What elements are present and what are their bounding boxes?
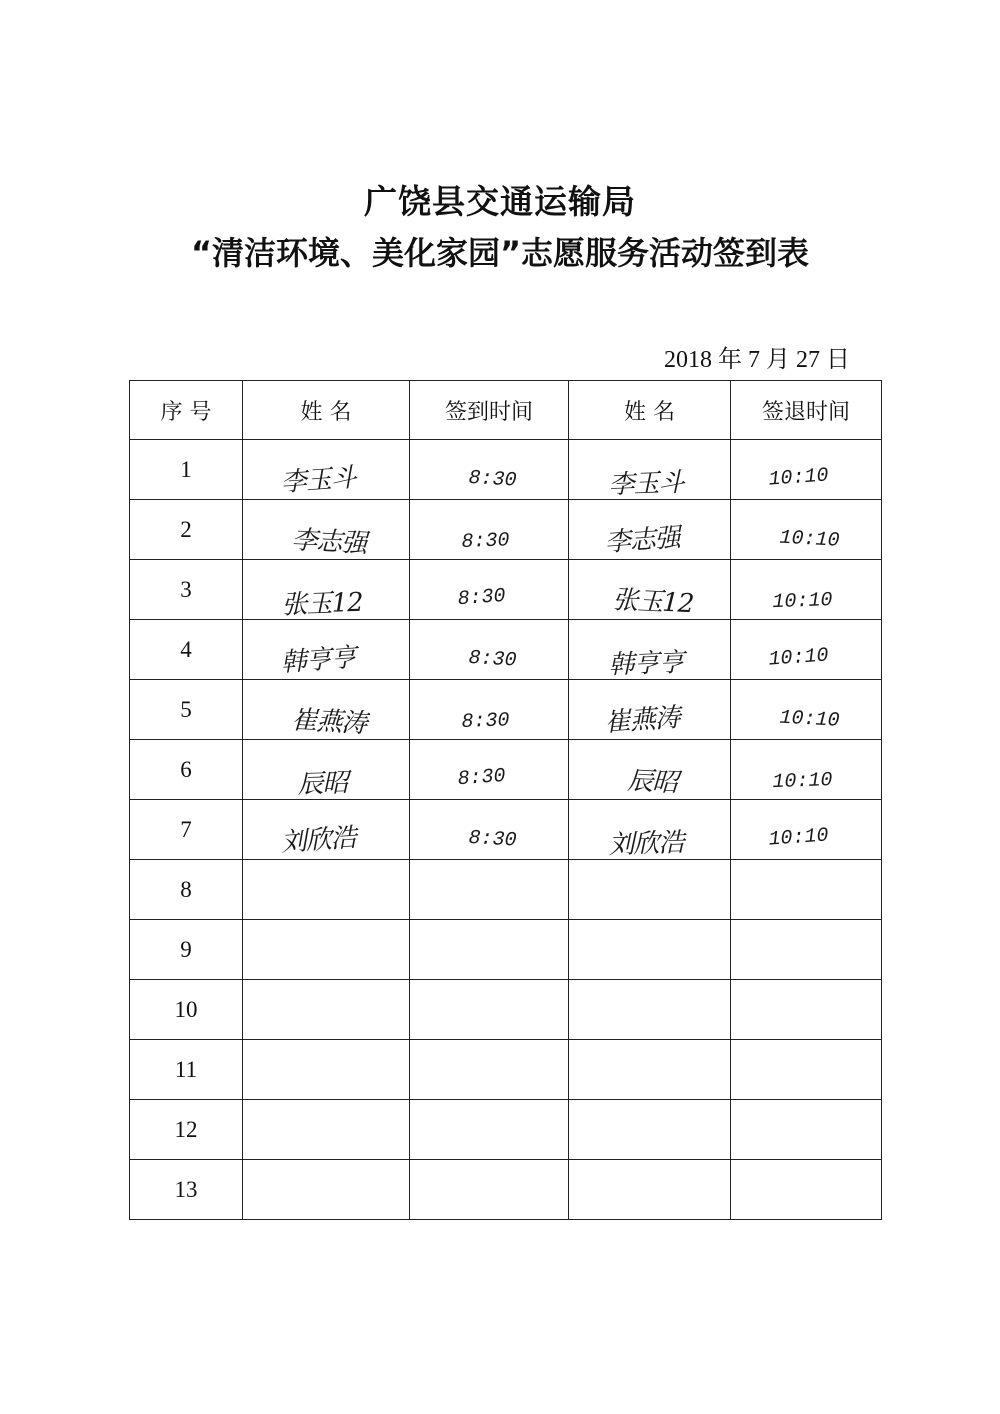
sign-out-time-cell [731, 740, 882, 800]
sign-out-time: 10:10 [772, 769, 833, 795]
sign-out-time: 10:10 [772, 589, 833, 615]
signature-name-out-cell [569, 800, 731, 860]
row-number-cell [130, 980, 243, 1040]
signature-name-in-cell [243, 800, 410, 860]
signature-name-out-cell [569, 980, 731, 1040]
signature-name-in: 李志强 [291, 525, 368, 560]
table-row [130, 740, 882, 800]
sign-out-time-cell [731, 500, 882, 560]
sign-in-time: 8:30 [467, 826, 518, 853]
table-row [130, 1160, 882, 1220]
row-number: 9 [180, 936, 192, 962]
table-row [130, 500, 882, 560]
signature-name-out-cell [569, 920, 731, 980]
signature-name-in-cell [243, 500, 410, 560]
sign-out-time-cell [731, 800, 882, 860]
row-number-cell [130, 440, 243, 500]
row-number-cell [130, 680, 243, 740]
table-body [130, 440, 882, 1220]
sign-in-time-cell [410, 560, 569, 620]
signature-name-out: 张玉12 [611, 585, 695, 620]
row-number: 10 [174, 996, 198, 1022]
signature-name-in-cell [243, 1040, 410, 1100]
sign-in-time: 8:30 [467, 466, 518, 493]
sign-in-time-cell [410, 500, 569, 560]
sign-out-time-cell [731, 620, 882, 680]
row-number: 7 [180, 816, 192, 842]
sign-out-time-cell [731, 920, 882, 980]
sign-in-time: 8:30 [467, 646, 518, 673]
sign-in-time-cell [410, 860, 569, 920]
table-row [130, 1040, 882, 1100]
signature-name-out: 刘欣浩 [607, 827, 685, 861]
signature-name-out: 辰昭 [627, 765, 679, 799]
sign-out-time-cell [731, 860, 882, 920]
sign-in-time: 8:30 [461, 529, 510, 554]
row-number-cell [130, 1160, 243, 1220]
table-row [130, 680, 882, 740]
sign-out-time-cell [731, 560, 882, 620]
sign-in-time-cell [410, 1040, 569, 1100]
signature-name-in-cell [243, 620, 410, 680]
sign-in-time-cell [410, 740, 569, 800]
sign-in-time: 8:30 [461, 709, 510, 734]
signature-name-out-cell [569, 440, 731, 500]
table-row [130, 560, 882, 620]
signature-name-in-cell [243, 1160, 410, 1220]
row-number: 8 [180, 876, 192, 902]
signature-name-out-cell [569, 1040, 731, 1100]
signature-name-in: 崔燕涛 [291, 705, 368, 740]
sign-out-time-cell [731, 440, 882, 500]
sign-out-time: 10:10 [778, 526, 841, 553]
column-header-name-out: 姓 名 [569, 381, 731, 440]
signature-name-out-cell [569, 1100, 731, 1160]
row-number-cell [130, 560, 243, 620]
signature-name-out: 李志强 [603, 522, 681, 559]
signature-name-out-cell [569, 500, 731, 560]
table-row [130, 800, 882, 860]
column-header-name-in: 姓 名 [243, 381, 410, 440]
signature-name-in: 张玉12 [281, 587, 364, 621]
signature-name-in: 韩亨亨 [280, 642, 358, 679]
table-row [130, 980, 882, 1040]
sign-in-time-cell [410, 440, 569, 500]
table-row [130, 1100, 882, 1160]
row-number: 11 [174, 1056, 198, 1082]
row-number: 13 [174, 1176, 198, 1202]
row-number-cell [130, 800, 243, 860]
sign-in-time-cell [410, 1100, 569, 1160]
signature-name-out: 李玉斗 [607, 467, 685, 501]
signature-name-in: 李玉斗 [280, 462, 358, 499]
signature-name-out-cell [569, 740, 731, 800]
signature-name-in-cell [243, 1100, 410, 1160]
signature-name-in-cell [243, 860, 410, 920]
sign-in-time: 8:30 [456, 764, 507, 792]
sign-in-time-cell [410, 800, 569, 860]
signature-name-in-cell [243, 440, 410, 500]
sign-in-time-cell [410, 1160, 569, 1220]
row-number: 6 [180, 756, 192, 782]
sign-out-time-cell [731, 980, 882, 1040]
row-number: 5 [180, 696, 192, 722]
row-number: 1 [180, 456, 192, 482]
document-title: 广饶县交通运输局 [364, 182, 636, 221]
row-number-cell [130, 860, 243, 920]
row-number-cell [130, 1100, 243, 1160]
row-number: 3 [180, 576, 192, 602]
signature-name-out: 崔燕涛 [603, 702, 681, 739]
sign-out-time-cell [731, 1040, 882, 1100]
sign-in-time-cell [410, 920, 569, 980]
row-number-cell [130, 740, 243, 800]
sign-in-table [129, 380, 882, 1220]
signature-name-out-cell [569, 680, 731, 740]
row-number-cell [130, 500, 243, 560]
sign-in-time-cell [410, 980, 569, 1040]
row-number: 2 [180, 516, 192, 542]
column-header-sign-out-time: 签退时间 [731, 381, 882, 440]
signature-name-out: 韩亨亨 [607, 647, 685, 681]
row-number-cell [130, 920, 243, 980]
table-row [130, 860, 882, 920]
sign-out-time: 10:10 [767, 644, 830, 672]
table-row [130, 920, 882, 980]
row-number: 4 [180, 636, 192, 662]
signature-name-out-cell [569, 1160, 731, 1220]
row-number: 12 [174, 1116, 198, 1142]
signature-name-out-cell [569, 620, 731, 680]
sign-in-time-cell [410, 680, 569, 740]
table-row [130, 620, 882, 680]
column-header-sign-in-time: 签到时间 [410, 381, 569, 440]
signature-name-in: 辰昭 [296, 768, 349, 800]
column-header-number: 序 号 [130, 381, 243, 440]
signature-name-in-cell [243, 740, 410, 800]
signature-name-out-cell [569, 560, 731, 620]
sign-in-date: 2018 年 7 月 27 日 [664, 347, 850, 373]
sign-in-time-cell [410, 620, 569, 680]
table-header-row [130, 381, 882, 440]
signature-name-in: 刘欣浩 [280, 822, 358, 859]
sign-out-time-cell [731, 1100, 882, 1160]
document-subtitle: “清洁环境、美化家园”志愿服务活动签到表 [190, 234, 810, 272]
sign-out-time: 10:10 [767, 464, 830, 492]
row-number-cell [130, 1040, 243, 1100]
table-row [130, 440, 882, 500]
sign-out-time-cell [731, 680, 882, 740]
sign-out-time: 10:10 [778, 706, 841, 733]
signature-name-in-cell [243, 560, 410, 620]
signature-name-in-cell [243, 980, 410, 1040]
signature-name-in-cell [243, 680, 410, 740]
sign-out-time-cell [731, 1160, 882, 1220]
row-number-cell [130, 620, 243, 680]
signature-name-in-cell [243, 920, 410, 980]
sign-in-time: 8:30 [456, 584, 507, 612]
sign-out-time: 10:10 [767, 824, 830, 852]
signature-name-out-cell [569, 860, 731, 920]
